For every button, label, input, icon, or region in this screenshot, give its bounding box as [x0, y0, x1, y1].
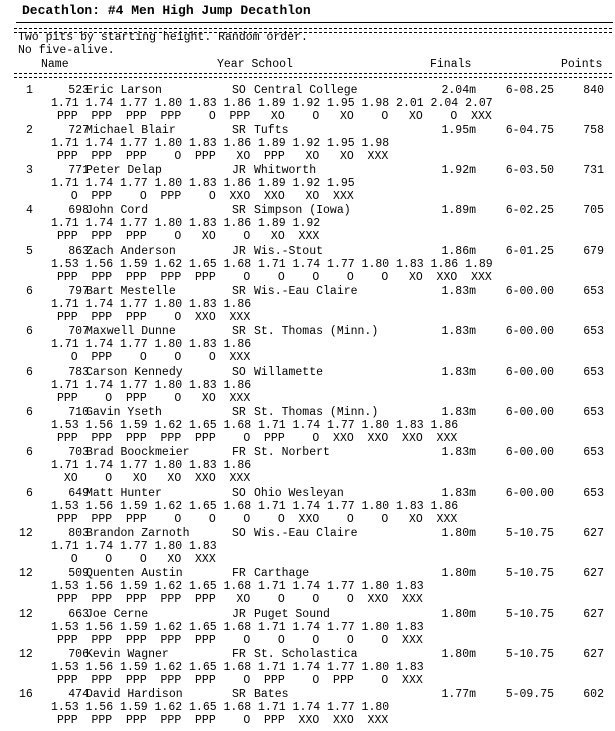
athlete-final-imperial: 6-00.00 [505, 366, 554, 379]
athlete-name: Gavin Yseth [86, 406, 162, 419]
athlete-year: JR [232, 245, 246, 258]
athlete-school: Whitworth [254, 164, 317, 177]
athlete-place: 6 [26, 366, 33, 379]
athlete-points: 653 [583, 446, 604, 459]
attempt-results: PPP PPP PPP PPP PPP XO O O O XXO XXX [57, 593, 423, 606]
athlete-name: Joe Cerne [86, 608, 149, 621]
athlete-year: SO [232, 527, 246, 540]
athlete-school: Wis.-Eau Claire [254, 527, 358, 540]
athlete-name: David Hardison [86, 688, 183, 701]
athlete-place: 3 [26, 164, 33, 177]
athlete-points: 653 [583, 487, 604, 500]
athlete-final-mark: 1.83m [441, 446, 476, 459]
athlete-final-imperial: 5-10.75 [505, 567, 554, 580]
header-separator-bottom [14, 73, 612, 78]
attempt-results: PPP PPP PPP PPP PPP O O O O O XXX [57, 634, 423, 647]
athlete-name: Zach Anderson [86, 245, 176, 258]
athlete-bib: 710 [68, 406, 89, 419]
athlete-school: St. Scholastica [254, 648, 358, 661]
athlete-bib: 649 [68, 487, 89, 500]
athlete-final-imperial: 6-00.00 [505, 487, 554, 500]
athlete-points: 653 [583, 406, 604, 419]
athlete-name: Bart Mestelle [86, 285, 176, 298]
athlete-bib: 663 [68, 608, 89, 621]
athlete-year: SO [232, 487, 246, 500]
athlete-school: Carthage [254, 567, 310, 580]
athlete-bib: 474 [68, 688, 89, 701]
athlete-place: 12 [19, 608, 33, 621]
athlete-school: Tufts [254, 124, 289, 137]
athlete-points: 627 [583, 648, 604, 661]
athlete-bib: 703 [68, 446, 89, 459]
athlete-final-mark: 1.80m [441, 527, 476, 540]
title-underline [16, 22, 613, 23]
athlete-final-mark: 1.80m [441, 648, 476, 661]
athlete-points: 705 [583, 204, 604, 217]
athlete-name: Matt Hunter [86, 487, 162, 500]
athlete-bib: 863 [68, 245, 89, 258]
athlete-year: SR [232, 688, 246, 701]
athlete-place: 6 [26, 487, 33, 500]
athlete-final-mark: 1.80m [441, 608, 476, 621]
athlete-school: Bates [254, 688, 289, 701]
athlete-final-imperial: 6-01.25 [505, 245, 554, 258]
athlete-place: 12 [19, 567, 33, 580]
athlete-name: Quenten Austin [86, 567, 183, 580]
athlete-final-mark: 1.83m [441, 487, 476, 500]
athlete-school: St. Thomas (Minn.) [254, 325, 379, 338]
athlete-name: Peter Delap [86, 164, 162, 177]
athlete-entry [0, 366, 615, 406]
athlete-place: 16 [19, 688, 33, 701]
athlete-entry [0, 164, 615, 204]
attempt-heights: 1.71 1.74 1.77 1.80 1.83 1.86 1.89 1.92 1.95 [51, 177, 355, 190]
athlete-school: Ohio Wesleyan [254, 487, 344, 500]
athlete-school: Puget Sound [254, 608, 330, 621]
athlete-final-imperial: 5-10.75 [505, 648, 554, 661]
athlete-place: 6 [26, 446, 33, 459]
athlete-bib: 797 [68, 285, 89, 298]
athlete-entry [0, 446, 615, 486]
athlete-bib: 803 [68, 527, 89, 540]
athlete-final-imperial: 5-09.75 [505, 688, 554, 701]
athlete-name: Brandon Zarnoth [86, 527, 190, 540]
athlete-points: 653 [583, 285, 604, 298]
athlete-points: 627 [583, 567, 604, 580]
attempt-heights: 1.53 1.56 1.59 1.62 1.65 1.68 1.71 1.74 1.77 1.80 [51, 701, 390, 714]
athlete-final-mark: 1.77m [441, 688, 476, 701]
athlete-year: JR [232, 608, 246, 621]
attempt-heights: 1.53 1.56 1.59 1.62 1.65 1.68 1.71 1.74 1.77 1.80 1.83 [51, 661, 424, 674]
athlete-final-mark: 1.83m [441, 406, 476, 419]
athlete-final-imperial: 6-00.00 [505, 285, 554, 298]
attempt-heights: 1.71 1.74 1.77 1.80 1.83 1.86 [51, 459, 252, 472]
attempt-results: PPP O PPP O XO XXX [57, 392, 251, 405]
athlete-bib: 698 [68, 204, 89, 217]
attempt-results: XO O XO XO XXO XXX [57, 472, 251, 485]
attempt-heights: 1.53 1.56 1.59 1.62 1.65 1.68 1.71 1.74 1.77 1.80 1.83 1.86 [51, 419, 459, 432]
athlete-year: SO [232, 366, 246, 379]
athlete-name: Eric Larson [86, 84, 162, 97]
athlete-year: SO [232, 84, 246, 97]
athlete-place: 2 [26, 124, 33, 137]
athlete-entry [0, 204, 615, 244]
athlete-bib: 727 [68, 124, 89, 137]
athlete-place: 6 [26, 325, 33, 338]
note-line: Two pits by starting height. Random order. [18, 31, 308, 44]
athlete-points: 602 [583, 688, 604, 701]
attempt-heights: 1.71 1.74 1.77 1.80 1.83 1.86 [51, 298, 252, 311]
attempt-results: O O O XO XXX [57, 553, 216, 566]
attempt-heights: 1.71 1.74 1.77 1.80 1.83 1.86 [51, 379, 252, 392]
column-header-finals: Finals [430, 58, 472, 71]
athlete-final-mark: 2.04m [441, 84, 476, 97]
athlete-place: 6 [26, 285, 33, 298]
athlete-points: 627 [583, 608, 604, 621]
athlete-final-imperial: 5-10.75 [505, 608, 554, 621]
athlete-final-mark: 1.83m [441, 366, 476, 379]
athlete-bib: 523 [68, 84, 89, 97]
athlete-place: 12 [19, 648, 33, 661]
attempt-results: O PPP O PPP O XXO XXO XO XXX [57, 190, 354, 203]
athlete-final-mark: 1.83m [441, 325, 476, 338]
attempt-heights: 1.53 1.56 1.59 1.62 1.65 1.68 1.71 1.74 1.77 1.80 1.83 1.86 1.89 [51, 258, 493, 271]
attempt-results: PPP PPP PPP PPP PPP O O O O O XO XXO XXX [57, 271, 492, 284]
athlete-final-imperial: 6-00.00 [505, 446, 554, 459]
athlete-final-mark: 1.80m [441, 567, 476, 580]
athlete-entry [0, 325, 615, 365]
athlete-school: Central College [254, 84, 358, 97]
athlete-name: John Cord [86, 204, 149, 217]
athlete-school: Willamette [254, 366, 324, 379]
athlete-entry [0, 285, 615, 325]
athlete-year: JR [232, 164, 246, 177]
athlete-year: SR [232, 406, 246, 419]
attempt-results: PPP PPP PPP PPP PPP O PPP O PPP O XXX [57, 674, 423, 687]
athlete-entry [0, 487, 615, 527]
athlete-bib: 509 [68, 567, 89, 580]
attempt-results: PPP PPP PPP PPP PPP O PPP O XXO XXO XXO XXX [57, 432, 458, 445]
attempt-results: PPP PPP PPP O O O O XXO O O XO XXX [57, 513, 458, 526]
athlete-place: 6 [26, 406, 33, 419]
athlete-entry [0, 406, 615, 446]
athlete-points: 731 [583, 164, 604, 177]
athlete-place: 1 [26, 84, 33, 97]
athlete-points: 679 [583, 245, 604, 258]
athlete-final-mark: 1.95m [441, 124, 476, 137]
attempt-heights: 1.71 1.74 1.77 1.80 1.83 1.86 [51, 338, 252, 351]
athlete-school: Wis.-Eau Claire [254, 285, 358, 298]
athlete-entry [0, 648, 615, 688]
attempt-heights: 1.53 1.56 1.59 1.62 1.65 1.68 1.71 1.74 1.77 1.80 1.83 [51, 621, 424, 634]
athlete-school: St. Thomas (Minn.) [254, 406, 379, 419]
note-line: No five-alive. [18, 44, 115, 57]
athlete-points: 653 [583, 366, 604, 379]
attempt-results: PPP PPP PPP PPP O PPP XO O XO O XO O XXX [57, 110, 492, 123]
athlete-name: Carson Kennedy [86, 366, 183, 379]
attempt-results: PPP PPP PPP PPP PPP O PPP XXO XXO XXX [57, 714, 389, 727]
page-title: Decathlon: #4 Men High Jump Decathlon [22, 3, 311, 18]
attempt-heights: 1.71 1.74 1.77 1.80 1.83 1.86 1.89 1.92 [51, 217, 321, 230]
athlete-final-mark: 1.83m [441, 285, 476, 298]
athlete-final-imperial: 6-02.25 [505, 204, 554, 217]
athlete-final-mark: 1.92m [441, 164, 476, 177]
attempt-heights: 1.71 1.74 1.77 1.80 1.83 1.86 1.89 1.92 1.95 1.98 [51, 137, 390, 150]
athlete-final-imperial: 6-03.50 [505, 164, 554, 177]
athlete-bib: 771 [68, 164, 89, 177]
athlete-entry [0, 527, 615, 567]
attempt-heights: 1.53 1.56 1.59 1.62 1.65 1.68 1.71 1.74 1.77 1.80 1.83 [51, 580, 424, 593]
athlete-final-imperial: 6-04.75 [505, 124, 554, 137]
athlete-bib: 783 [68, 366, 89, 379]
athlete-final-imperial: 6-00.00 [505, 325, 554, 338]
column-header-points: Points [561, 58, 603, 71]
athlete-final-imperial: 5-10.75 [505, 527, 554, 540]
athlete-school: Wis.-Stout [254, 245, 324, 258]
athlete-entry [0, 608, 615, 648]
athlete-name: Maxwell Dunne [86, 325, 176, 338]
athlete-points: 758 [583, 124, 604, 137]
column-header-name: Name [41, 58, 69, 71]
attempt-results: PPP PPP PPP O XXO XXX [57, 311, 251, 324]
attempt-results: PPP PPP PPP O XO O XO XXX [57, 230, 320, 243]
athlete-points: 840 [583, 84, 604, 97]
athlete-entry [0, 688, 615, 728]
attempt-results: PPP PPP PPP O PPP XO PPP XO XO XXX [57, 150, 389, 163]
athlete-bib: 706 [68, 648, 89, 661]
athlete-final-mark: 1.86m [441, 245, 476, 258]
athlete-place: 4 [26, 204, 33, 217]
attempt-heights: 1.71 1.74 1.77 1.80 1.83 [51, 540, 217, 553]
athlete-final-imperial: 6-08.25 [505, 84, 554, 97]
attempt-heights: 1.71 1.74 1.77 1.80 1.83 1.86 1.89 1.92 1.95 1.98 2.01 2.04 2.07 [51, 97, 493, 110]
athlete-entry [0, 567, 615, 607]
athlete-points: 653 [583, 325, 604, 338]
attempt-heights: 1.53 1.56 1.59 1.62 1.65 1.68 1.71 1.74 1.77 1.80 1.83 1.86 [51, 500, 459, 513]
athlete-year: SR [232, 325, 246, 338]
athlete-final-imperial: 6-00.00 [505, 406, 554, 419]
athlete-name: Brad Boockmeier [86, 446, 190, 459]
athlete-name: Kevin Wagner [86, 648, 169, 661]
athlete-entry [0, 245, 615, 285]
athlete-year: FR [232, 567, 246, 580]
athlete-school: St. Norbert [254, 446, 330, 459]
athlete-year: SR [232, 204, 246, 217]
athlete-entry [0, 124, 615, 164]
athlete-name: Michael Blair [86, 124, 176, 137]
column-header-year-school: Year School [217, 58, 293, 71]
athlete-place: 5 [26, 245, 33, 258]
athlete-points: 627 [583, 527, 604, 540]
athlete-entry [0, 84, 615, 124]
athlete-year: FR [232, 446, 246, 459]
athlete-bib: 707 [68, 325, 89, 338]
athlete-place: 12 [19, 527, 33, 540]
athlete-year: SR [232, 124, 246, 137]
athlete-final-mark: 1.89m [441, 204, 476, 217]
attempt-results: O PPP O O O XXX [57, 351, 251, 364]
athlete-year: SR [232, 285, 246, 298]
athlete-school: Simpson (Iowa) [254, 204, 351, 217]
athlete-year: FR [232, 648, 246, 661]
